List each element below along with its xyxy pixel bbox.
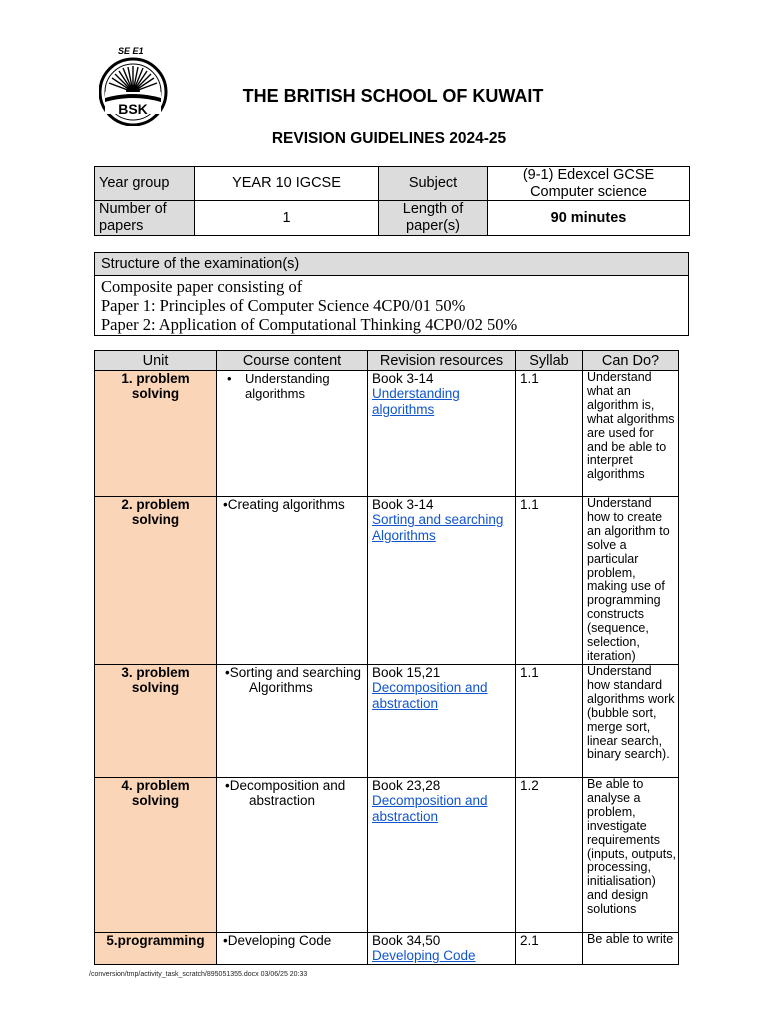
unit-name-line1: 5.programming [106,933,205,948]
can-do-cell: Be able to analyse a problem, investigate requirements (inputs, outputs, processing, initialisation) and design solutions [583,778,679,933]
logo-code: SE E1 [118,46,144,56]
papers-value: 1 [195,201,379,235]
header-syllabus: Syllab [516,351,583,371]
header-unit: Unit [95,351,217,371]
resources-cell [368,933,516,965]
course-content-cell [217,665,368,778]
document-title: REVISION GUIDELINES 2024-25 [271,130,507,147]
table-row [95,665,679,778]
unit-cell [95,933,217,965]
papers-label-line2: papers [99,218,144,235]
length-label-line2: paper(s) [406,218,460,235]
unit-name-line1: 4. problem [121,778,190,793]
course-content-text: Decomposition and abstraction [229,778,346,809]
subject-label: Subject [379,167,488,201]
syllabus-cell: 1.1 [516,665,583,778]
book-pages: Book 3-14 [372,371,434,386]
unit-cell [95,371,217,497]
unit-cell [95,497,217,665]
unit-name-line1: 3. problem [121,665,190,680]
syllabus-cell: 1.1 [516,497,583,665]
table-row [95,933,679,965]
structure-body [95,276,689,336]
footer-path: /conversion/tmp/activity_task_scratch/895051355.docx 03/06/25 20:33 [89,971,308,978]
structure-line: Paper 2: Application of Computational Thinking 4CP0/02 50% [101,315,518,334]
resources-cell [368,497,516,665]
papers-label [95,201,195,235]
bullet-icon: • [225,778,230,793]
school-name: THE BRITISH SCHOOL OF KUWAIT [242,86,544,106]
header-course-content: Course content [217,351,368,371]
course-content-cell [217,371,368,497]
structure-line: Composite paper consisting of [101,277,303,296]
course-content-text: Understanding algorithms [245,371,330,402]
units-table [94,350,679,965]
header-can-do: Can Do? [583,351,679,371]
can-do-cell: Understand how to create an algorithm to solve a particular problem, making use of programming constructs (sequence, selection, iteration) [583,497,679,665]
table-row [95,778,679,933]
papers-label-line1: Number of [99,201,167,218]
book-pages: Book 34,50 [372,933,441,948]
resource-link[interactable]: Sorting and searching Algorithms [372,512,504,543]
structure-line: Paper 1: Principles of Computer Science 4CP0/01 50% [101,296,466,315]
resource-link[interactable]: Decomposition and abstraction [372,680,488,711]
table-row [95,371,679,497]
course-content-text: Sorting and searching Algorithms [229,665,362,696]
bullet-icon: • [223,497,228,512]
subject-value-line1: (9-1) Edexcel GCSE [522,167,655,183]
book-pages: Book 15,21 [372,665,441,680]
resources-cell [368,371,516,497]
resources-cell [368,778,516,933]
unit-name-line1: 1. problem [121,371,190,386]
resource-link[interactable]: Developing Code [372,948,476,964]
length-label-line1: Length of [402,201,464,218]
subject-value-line2: Computer science [530,183,647,200]
course-content-cell [217,778,368,933]
course-content-text: Creating algorithms [227,497,345,512]
structure-heading: Structure of the examination(s) [95,253,689,276]
syllabus-cell: 2.1 [516,933,583,965]
syllabus-cell: 1.1 [516,371,583,497]
unit-name-line2: solving [131,680,180,696]
syllabus-cell: 1.2 [516,778,583,933]
header-revision-resources: Revision resources [368,351,516,371]
can-do-cell: Be able to write [583,933,679,965]
unit-name-line1: 2. problem [121,497,190,512]
unit-cell [95,665,217,778]
year-group-label: Year group [95,167,195,201]
course-content-cell [217,933,368,965]
table-row [95,497,679,665]
resources-cell [368,665,516,778]
unit-name-line2: solving [131,512,180,528]
bullet-icon: • [223,933,228,948]
year-group-value: YEAR 10 IGCSE [195,167,379,201]
structure-table [94,252,689,336]
resource-link[interactable]: Decomposition and abstraction [372,793,488,824]
length-value: 90 minutes [488,201,690,235]
bullet-icon: • [225,665,230,680]
can-do-cell: Understand how standard algorithms work (bubble sort, merge sort, linear search, binary search). [583,665,679,778]
subject-value [488,167,690,201]
unit-name-line2: solving [131,386,180,402]
course-content-cell [217,497,368,665]
book-pages: Book 3-14 [372,497,434,512]
logo-text: BSK [118,101,148,117]
bullet-icon: • [227,371,232,386]
resource-link[interactable]: Understanding algorithms [372,386,460,417]
unit-name-line2: solving [131,793,180,809]
can-do-cell: Understand what an algorithm is, what algorithms are used for and be able to interpret algorithms [583,371,679,497]
book-pages: Book 23,28 [372,778,441,793]
length-label [379,201,488,235]
overview-table [94,166,690,236]
unit-cell [95,778,217,933]
course-content-text: Developing Code [227,933,332,948]
